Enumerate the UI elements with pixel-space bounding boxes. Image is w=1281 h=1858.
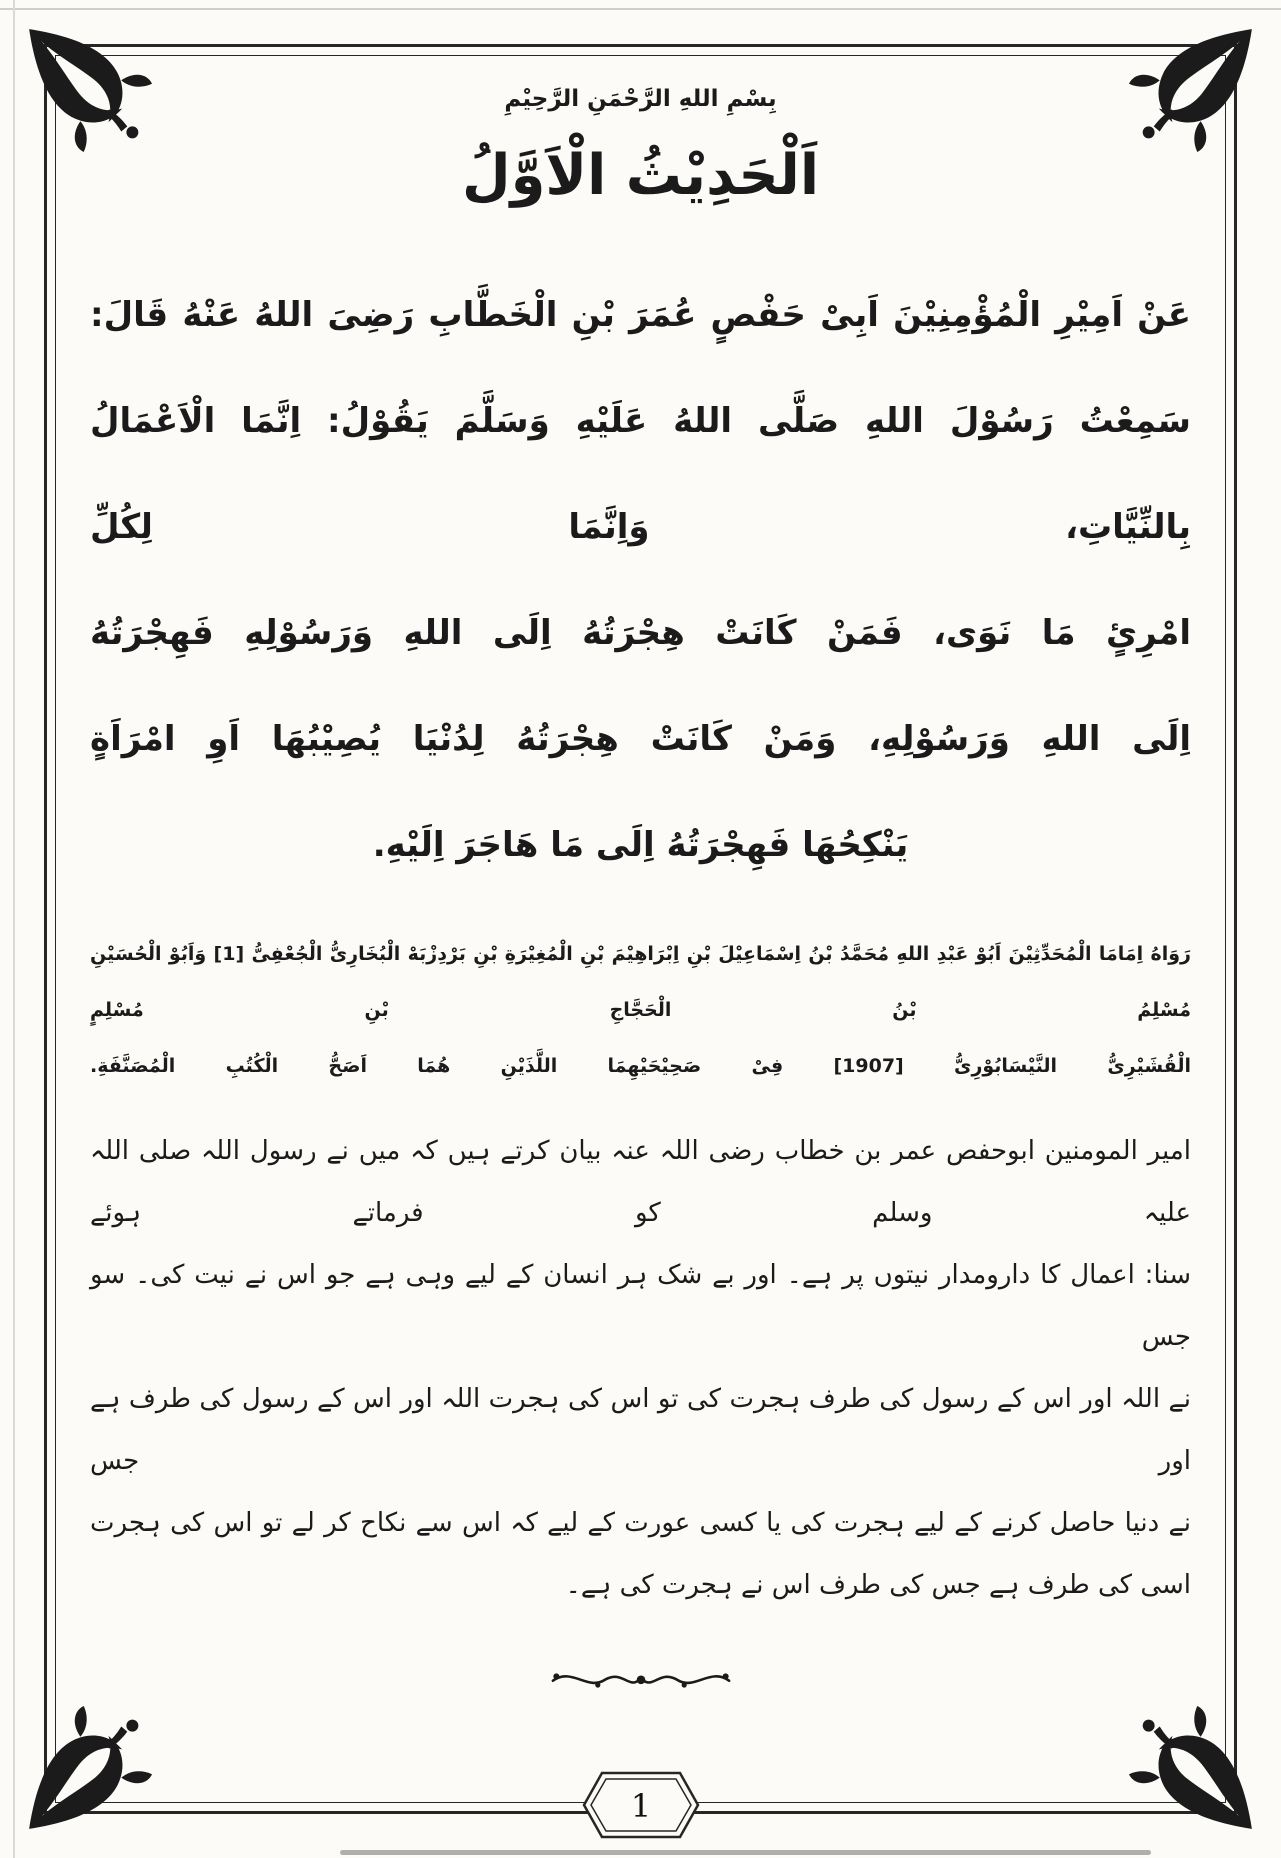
scan-edge-bottom bbox=[340, 1850, 1151, 1855]
attribution-line: رَوَاهُ اِمَامَا الْمُحَدِّثِيْنَ اَبُوْ عَبْدِ اللهِ مُحَمَّدُ بْنُ اِسْمَاعِيْلَ بْنِ اِبْرَاهِيْمَ بْنِ الْمُغِيْرَةِ بْنِ بَرْدِزْبَهْ الْبُخَارِىُّ الْجُعْفِىُّ [1] وَاَبُوْ الْحُسَيْنِ مُسْلِمُ بْنُ الْحَجَّاجِ بْنِ مُسْلِمٍ bbox=[90, 943, 1191, 1021]
corner-flourish-icon bbox=[24, 1706, 152, 1834]
urdu-line: نے اللہ اور اس کے رسول کی طرف ہجرت کی تو اس کی ہجرت اللہ اور اس کے رسول کی طرف ہے اور جس bbox=[90, 1384, 1191, 1476]
hadith-line: عَنْ اَمِيْرِ الْمُؤْمِنِيْنَ اَبِىْ حَفْصٍ عُمَرَ بْنِ الْخَطَّابِ رَضِىَ اللهُ عَنْهُ قَالَ: bbox=[90, 295, 1191, 335]
urdu-line: امیر المومنین ابوحفص عمر بن خطاب رضی اللہ عنہ بیان کرتے ہیں کہ میں نے رسول اللہ صلی اللہ علیہ وسلم کو فرماتے ہوئے bbox=[90, 1136, 1191, 1228]
urdu-line: اسی کی طرف ہے جس کی طرف اس نے ہجرت کی ہے۔ bbox=[565, 1570, 1191, 1600]
urdu-line: سنا: اعمال کا دارومدار نیتوں پر ہے۔ اور بے شک ہر انسان کے لیے وہی ہے جو اس نے نیت کی۔ سو جس bbox=[90, 1260, 1191, 1352]
narration-attribution bbox=[90, 926, 1191, 1094]
page-number: 1 bbox=[630, 1787, 651, 1825]
hadith-arabic-text bbox=[90, 262, 1191, 898]
corner-flourish-icon bbox=[1129, 1706, 1257, 1834]
hadith-line: يَنْكِحُهَا فَهِجْرَتُهُ اِلَى مَا هَاجَرَ اِلَيْهِ. bbox=[372, 825, 909, 865]
bismillah: بِسْمِ اللهِ الرَّحْمَنِ الرَّحِيْمِ bbox=[504, 86, 777, 112]
page-number-badge bbox=[580, 1770, 702, 1844]
calligraphic-scroll-icon bbox=[546, 1662, 736, 1696]
hadith-line: اِلَى اللهِ وَرَسُوْلِهِ، وَمَنْ كَانَتْ هِجْرَتُهُ لِدُنْيَا يُصِيْبُهَا اَوِ امْرَاَةٍ bbox=[90, 719, 1191, 759]
page-title: اَلْحَدِيْثُ الْاَوَّلُ bbox=[461, 143, 820, 208]
scan-edge-left bbox=[13, 0, 15, 1858]
page-content bbox=[90, 64, 1191, 1696]
end-flourish-ornament bbox=[90, 1662, 1191, 1696]
hadith-line: سَمِعْتُ رَسُوْلَ اللهِ صَلَّى اللهُ عَلَيْهِ وَسَلَّمَ يَقُوْلُ: اِنَّمَا الْاَعْمَالُ بِالنِّيَّاتِ، وَاِنَّمَا لِكُلِّ bbox=[90, 401, 1191, 547]
urdu-line: نے دنیا حاصل کرنے کے لیے ہجرت کی یا کسی عورت کے لیے کہ اس سے نکاح کر لے تو اس کی ہجرت bbox=[90, 1508, 1191, 1538]
urdu-translation bbox=[90, 1120, 1191, 1616]
attribution-line: الْقُشَيْرِىُّ النَّيْسَابُوْرِىُّ [1907] فِىْ صَحِيْحَيْهِمَا اللَّذَيْنِ هُمَا اَصَحُّ الْكُتُبِ الْمُصَنَّفَةِ. bbox=[90, 1055, 1191, 1077]
hadith-line: امْرِئٍ مَا نَوَى، فَمَنْ كَانَتْ هِجْرَتُهُ اِلَى اللهِ وَرَسُوْلِهِ فَهِجْرَتُهُ bbox=[90, 613, 1191, 653]
scan-edge-top bbox=[0, 8, 1281, 10]
